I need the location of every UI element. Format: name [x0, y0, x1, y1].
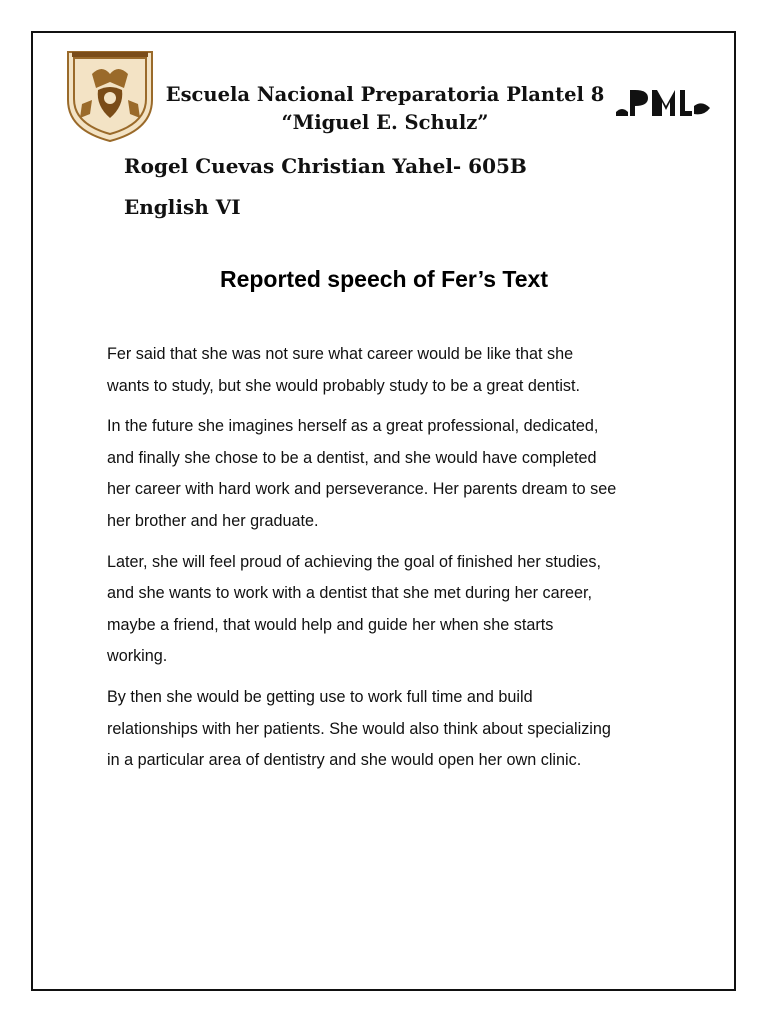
text-line: working.: [107, 647, 168, 666]
student-name: Rogel Cuevas Christian Yahel- 605B: [124, 154, 527, 178]
school-name-line2: “Miguel E. Schulz”: [281, 111, 489, 134]
text-line: and she wants to work with a dentist that she met during her career,: [107, 584, 592, 603]
school-name: [160, 81, 610, 137]
text-line: relationships with her patients. She would also think about specializing: [107, 719, 611, 738]
paragraph: [107, 339, 667, 402]
document-title: Reported speech of Fer’s Text: [219, 266, 549, 292]
paragraph: [107, 682, 667, 777]
text-line: Fer said that she was not sure what career would be like that she: [107, 345, 574, 363]
text-line: her brother and her graduate.: [107, 511, 319, 530]
unam-crest-logo: [62, 44, 158, 144]
text-line: In the future she imagines herself as a great professional, dedicated,: [107, 417, 599, 436]
document-body: [107, 339, 667, 786]
text-line: wants to study, but she would probably study to be a great dentist.: [107, 376, 581, 395]
text-line: in a particular area of dentistry and she would open her own clinic.: [107, 751, 582, 770]
text-line: her career with hard work and perseverance. Her parents dream to see: [107, 480, 617, 499]
enp-plantel-logo: [614, 76, 712, 124]
text-line: maybe a friend, that would help and guide her when she starts: [107, 615, 554, 634]
text-line: Later, she will feel proud of achieving the goal of finished her studies,: [107, 552, 602, 571]
school-name-line1: Escuela Nacional Preparatoria Plantel 8: [165, 83, 605, 106]
paragraph: [107, 547, 667, 673]
text-line: By then she would be getting use to work full time and build: [107, 687, 533, 706]
text-line: and finally she chose to be a dentist, and she would have completed: [107, 448, 597, 467]
course-name: English VI: [124, 195, 241, 219]
paragraph: [107, 411, 667, 537]
